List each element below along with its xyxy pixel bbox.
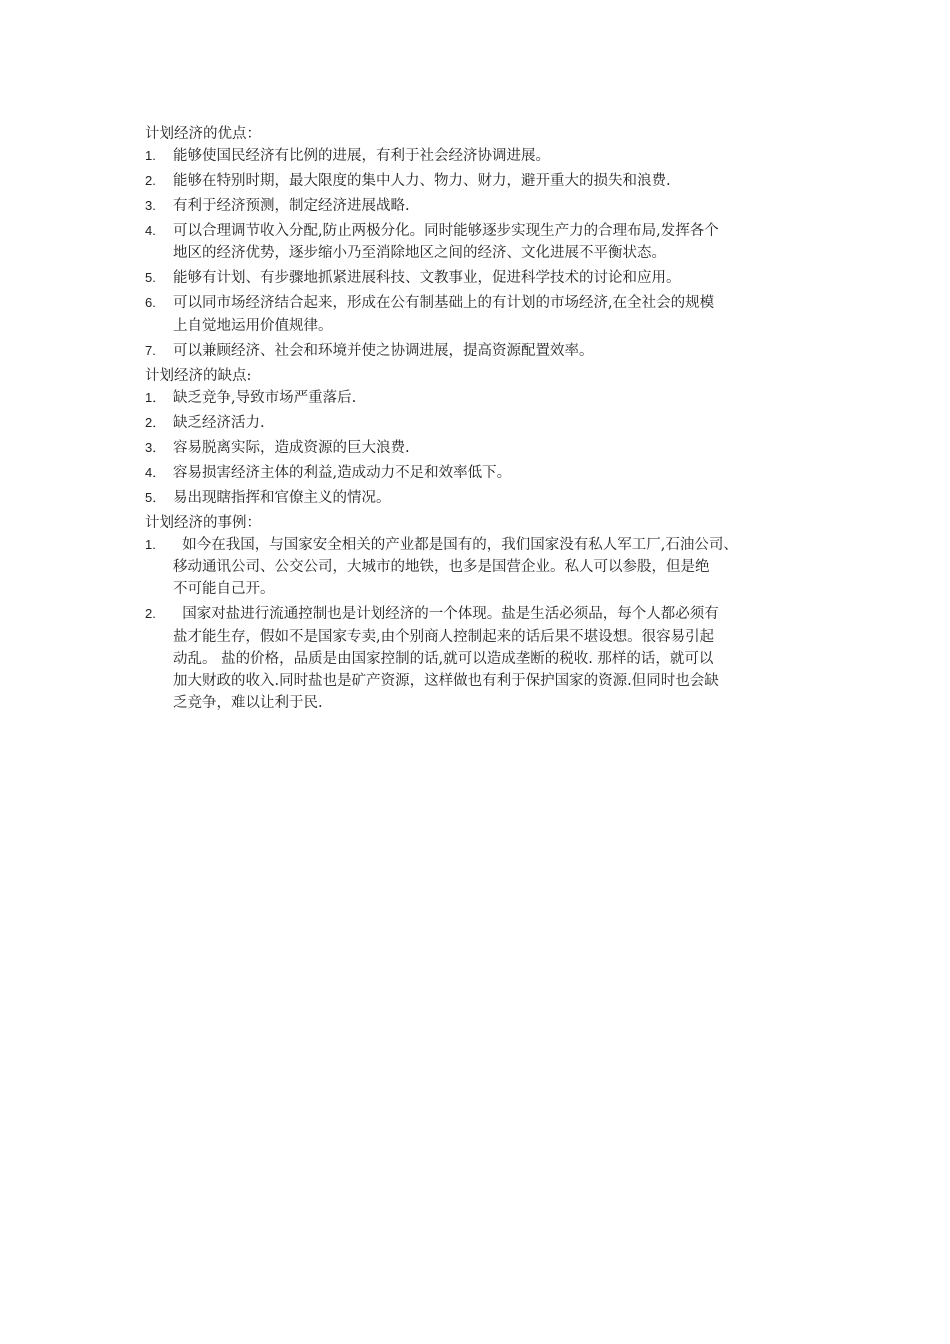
list-text-line: 上自觉地运用价值规律。: [173, 317, 333, 334]
list-text-line: 动乱。 盐的价格，品质是由国家控制的话,就可以造成垄断的税收. 那样的话，就可以: [173, 650, 714, 667]
list-text: 能够使国民经济有比例的进展，有利于社会经济协调进展。: [173, 148, 550, 165]
advantages-list: [145, 145, 815, 362]
list-number: 2.: [145, 173, 156, 189]
list-number: 5．: [145, 489, 166, 505]
list-item: [145, 267, 815, 289]
list-text: 能够在特别时期，最大限度的集中人力、物力、财力，避开重大的损失和浪费.: [173, 173, 671, 190]
list-item: [145, 145, 815, 167]
list-item: [145, 220, 815, 264]
list-text-line: 地区的经济优势，逐步缩小乃至消除地区之间的经济、文化进展不平衡状态。: [173, 245, 666, 262]
disadvantages-heading: 计划经济的缺点:: [145, 367, 252, 384]
list-number: 1．: [145, 389, 166, 405]
list-text-line: 如今在我国，与国家安全相关的产业都是国有的，我们国家没有私人军工厂,石油公司、: [173, 537, 738, 554]
list-item: [145, 412, 815, 434]
list-number: 4.: [145, 223, 156, 239]
list-text-line: 国家对盐进行流通控制也是计划经济的一个体现。盐是生活必须品，每个人都必须有: [173, 606, 719, 623]
list-text: 能够有计划、有步骤地抓紧进展科技、文教事业，促进科学技术的讨论和应用。: [173, 270, 681, 287]
list-number: 2．: [145, 414, 166, 430]
examples-heading: 计划经济的事例：: [145, 514, 261, 531]
list-item: [145, 195, 815, 217]
list-item: [145, 387, 815, 409]
disadvantages-list: [145, 387, 815, 509]
list-text-line: 盐才能生存，假如不是国家专卖,由个别商人控制起来的话后果不堪设想。很容易引起: [173, 628, 715, 645]
list-text: 易出现瞎指挥和官僚主义的情况。: [173, 489, 391, 506]
list-text: 有利于经济预测，制定经济进展战略.: [173, 198, 410, 215]
list-text: 可以兼顾经济、社会和环境并使之协调进展，提高资源配置效率。: [173, 342, 594, 359]
list-number: 1.: [145, 537, 156, 553]
list-number: 1.: [145, 148, 156, 164]
list-text-line: 可以同市场经济结合起来，形成在公有制基础上的有计划的市场经济,在全社会的规模: [173, 295, 715, 312]
list-text-line: 可以合理调节收入分配,防止两极分化。同时能够逐步实现生产力的合理布局,发挥各个: [173, 223, 719, 240]
examples-list: [145, 534, 815, 714]
list-text: 容易脱离实际，造成资源的巨大浪费.: [173, 439, 410, 456]
list-text: 缺乏经济活力.: [173, 414, 265, 431]
list-text-line: 加大财政的收入.同时盐也是矿产资源，这样做也有利于保护国家的资源.但同时也会缺: [173, 673, 719, 690]
list-item: [145, 170, 815, 192]
document-page: [145, 123, 815, 717]
list-item: [145, 437, 815, 459]
list-number: 3．: [145, 439, 166, 455]
list-number: 5.: [145, 270, 156, 286]
list-text-line: 乏竞争，难以让利于民.: [173, 695, 323, 712]
list-number: 3.: [145, 198, 156, 214]
list-number: 6.: [145, 295, 156, 311]
list-text: 缺乏竞争,导致市场严重落后.: [173, 389, 357, 406]
list-item: [145, 462, 815, 484]
list-number: 2.: [145, 606, 156, 622]
list-item: [145, 534, 815, 601]
list-item: [145, 292, 815, 336]
list-text: 容易损害经济主体的利益,造成动力不足和效率低下。: [173, 464, 512, 481]
list-item: [145, 487, 815, 509]
list-text-line: 不可能自己开。: [173, 581, 275, 598]
list-number: 7.: [145, 342, 156, 358]
list-item: [145, 603, 815, 714]
list-text-line: 移动通讯公司、公交公司，大城市的地铁，也多是国营企业。私人可以参股，但是绝: [173, 559, 710, 576]
list-number: 4．: [145, 464, 166, 480]
list-item: [145, 340, 815, 362]
advantages-heading: 计划经济的优点：: [145, 126, 261, 142]
